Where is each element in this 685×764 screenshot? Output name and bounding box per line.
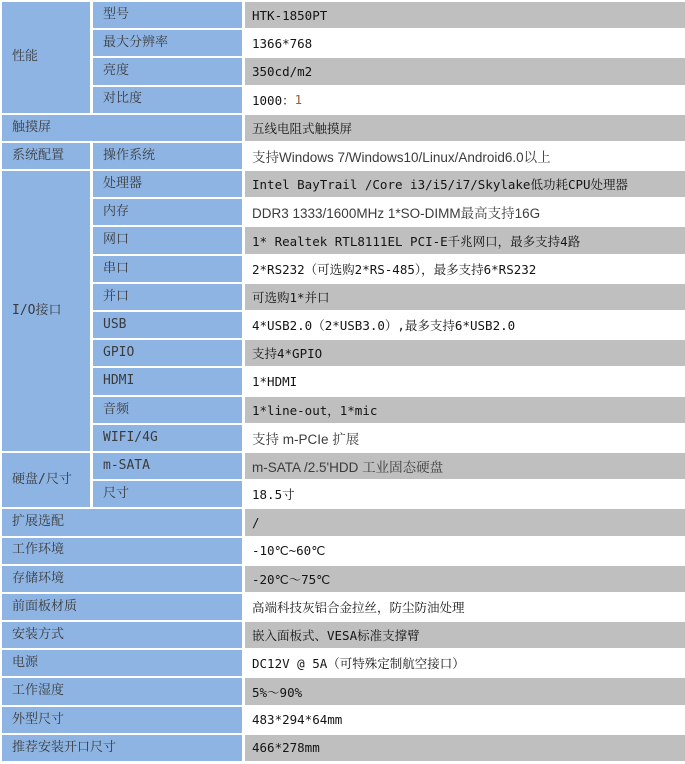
spec-value-os: 支持Windows 7/Windows10/Linux/Android6.0以上 [245, 143, 685, 169]
spec-label-serial: 串口 [93, 256, 242, 282]
spec-value-touchscreen: 五线电阻式触摸屏 [245, 115, 685, 141]
category-cutout-size: 推荐安装开口尺寸 [2, 735, 242, 761]
spec-value-storage-env: -20℃～75℃ [245, 566, 685, 592]
spec-label-usb: USB [93, 312, 242, 338]
spec-value-memory: DDR3 1333/1600MHz 1*SO-DIMM最高支持16G [245, 199, 685, 225]
contrast-ratio-accent: 1 [294, 92, 303, 108]
spec-value-audio: 1*line-out，1*mic [245, 397, 685, 423]
spec-value-gpio: 支持4*GPIO [245, 340, 685, 366]
spec-value-msata: m-SATA /2.5'HDD 工业固态硬盘 [245, 453, 685, 479]
spec-table [2, 2, 685, 761]
spec-value-lan: 1* Realtek RTL8111EL PCI-E千兆网口，最多支持4路 [245, 227, 685, 253]
category-expansion: 扩展选配 [2, 509, 242, 535]
category-system-config: 系统配置 [2, 143, 90, 169]
spec-value-serial: 2*RS232（可选购2*RS-485），最多支持6*RS232 [245, 256, 685, 282]
category-disk-size: 硬盘/尺寸 [2, 453, 90, 507]
spec-label-brightness: 亮度 [93, 58, 242, 84]
spec-label-contrast: 对比度 [93, 87, 242, 113]
category-humidity: 工作湿度 [2, 678, 242, 704]
category-front-panel: 前面板材质 [2, 594, 242, 620]
category-storage-env: 存储环境 [2, 566, 242, 592]
spec-value-parallel: 可选购1*并口 [245, 284, 685, 310]
spec-label-size: 尺寸 [93, 481, 242, 507]
spec-label-resolution: 最大分辨率 [93, 30, 242, 56]
spec-value-operating-env: -10℃~60℃ [245, 538, 685, 564]
category-performance: 性能 [2, 2, 90, 113]
spec-value-model: HTK-1850PT [245, 2, 685, 28]
spec-label-model: 型号 [93, 2, 242, 28]
spec-value-hdmi: 1*HDMI [245, 368, 685, 394]
spec-value-front-panel: 高端科技灰铝合金拉丝，防尘防油处理 [245, 594, 685, 620]
spec-value-cpu: Intel BayTrail /Core i3/i5/i7/Skylake低功耗CPU处理器 [245, 171, 685, 197]
spec-value-contrast [245, 87, 685, 113]
spec-value-humidity: 5%～90% [245, 678, 685, 704]
category-io-interface: I/O接口 [2, 171, 90, 451]
spec-value-cutout-size: 466*278mm [245, 735, 685, 761]
spec-label-cpu: 处理器 [93, 171, 242, 197]
spec-value-dimensions: 483*294*64mm [245, 707, 685, 733]
spec-value-power: DC12V @ 5A（可特殊定制航空接口） [245, 650, 685, 676]
spec-label-audio: 音频 [93, 397, 242, 423]
spec-label-parallel: 并口 [93, 284, 242, 310]
spec-value-wifi-4g: 支持 m-PCIe 扩展 [245, 425, 685, 451]
spec-value-brightness: 350cd/m2 [245, 58, 685, 84]
spec-label-wifi-4g: WIFI/4G [93, 425, 242, 451]
category-mounting: 安装方式 [2, 622, 242, 648]
spec-label-msata: m-SATA [93, 453, 242, 479]
spec-value-resolution: 1366*768 [245, 30, 685, 56]
spec-label-memory: 内存 [93, 199, 242, 225]
contrast-ratio-main: 1000： [252, 92, 295, 108]
spec-label-lan: 网口 [93, 227, 242, 253]
category-operating-env: 工作环境 [2, 538, 242, 564]
spec-label-hdmi: HDMI [93, 368, 242, 394]
category-touchscreen: 触摸屏 [2, 115, 242, 141]
spec-value-expansion: / [245, 509, 685, 535]
spec-value-size: 18.5寸 [245, 481, 685, 507]
spec-label-gpio: GPIO [93, 340, 242, 366]
category-dimensions: 外型尺寸 [2, 707, 242, 733]
spec-value-usb: 4*USB2.0（2*USB3.0）,最多支持6*USB2.0 [245, 312, 685, 338]
spec-value-mounting: 嵌入面板式、VESA标准支撑臂 [245, 622, 685, 648]
spec-label-os: 操作系统 [93, 143, 242, 169]
category-power: 电源 [2, 650, 242, 676]
